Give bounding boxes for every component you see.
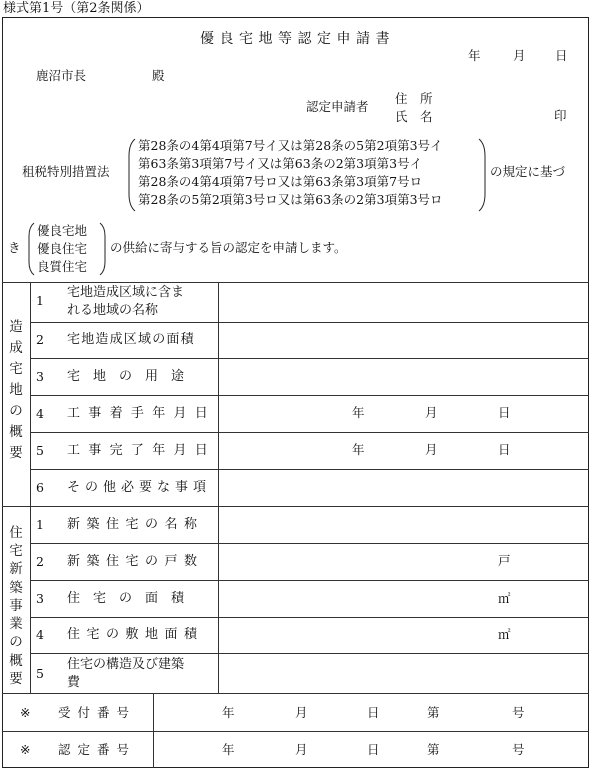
row-label: れる地域の名称 [67, 303, 159, 318]
value-field-area-size[interactable] [219, 323, 588, 357]
start-month: 月 [425, 405, 438, 420]
date-year: 年 [468, 48, 481, 63]
row-number: 3 [36, 591, 44, 606]
certification-year: 年 [222, 742, 235, 757]
form-title: 優良宅地等認定申請書 [200, 31, 395, 47]
house-type: 良質住宅 [37, 259, 88, 274]
application-text: の供給に寄与する旨の認定を申請します。 [110, 240, 347, 255]
left-brace [27, 222, 35, 276]
section-title-land: 造成宅地の概要 [9, 319, 23, 462]
reception-label: 受付番号 [58, 705, 137, 720]
certification-go: 号 [512, 742, 525, 757]
honorific: 殿 [152, 68, 165, 83]
row-number: 4 [36, 627, 44, 642]
house-type-list [37, 222, 87, 276]
law-suffix: の規定に基づ [490, 164, 566, 179]
seal-mark: 印 [554, 108, 567, 123]
addressee: 鹿沼市長 [36, 68, 87, 83]
ki-char: き [8, 240, 21, 255]
applicant-label: 認定申請者 [306, 99, 369, 114]
row-label: 住 宅 の 面 積 [67, 591, 185, 606]
reception-mark: ※ [20, 705, 31, 720]
row-label: 工事完了年月日 [67, 443, 217, 458]
value-field-housing-name[interactable] [219, 507, 588, 542]
left-brace [127, 138, 137, 212]
end-day: 日 [498, 442, 511, 457]
applicant-name-label: 氏 名 [395, 109, 433, 124]
certification-label: 認定番号 [58, 742, 137, 757]
law-clause: 第63条第3項第7号イ又は第63条の2第3項第3号イ [138, 156, 423, 171]
applicant-address-label: 住 所 [395, 91, 433, 106]
unit-units: 戸 [498, 553, 511, 568]
section-title-housing: 住宅新築事業の概要 [9, 525, 23, 687]
unit-sqm: ㎡ [498, 591, 511, 606]
row-label: 住宅の敷地面積 [67, 627, 204, 642]
date-month: 月 [513, 48, 526, 63]
row-number: 1 [36, 517, 44, 532]
row-label: 宅地造成区域に含ま [67, 285, 185, 300]
value-field-area-name[interactable] [219, 283, 588, 321]
row-number: 6 [36, 480, 44, 495]
row-number: 5 [36, 443, 44, 458]
reception-year: 年 [222, 705, 235, 720]
row-number: 4 [36, 406, 44, 421]
law-clause: 第28条の4第4項第7号ロ又は第63条第3項第7号ロ [138, 174, 423, 189]
house-type: 優良宅地 [37, 223, 88, 238]
row-number: 2 [36, 554, 44, 569]
row-label: 費 [67, 675, 81, 690]
end-year: 年 [352, 442, 365, 457]
law-clause: 第28条の5第2項第3号ロ又は第63条の2第3項第3号ロ [138, 192, 443, 207]
form-number: 様式第1号（第2条関係） [3, 1, 150, 16]
law-name: 租税特別措置法 [22, 164, 110, 179]
start-day: 日 [498, 405, 511, 420]
law-clause: 第28条の4第4項第7号イ又は第28条の5第2項第3号イ [138, 138, 443, 153]
row-label: 新築住宅の名称 [67, 517, 204, 532]
reception-go: 号 [512, 705, 525, 720]
row-number: 5 [36, 666, 44, 681]
certification-dai: 第 [427, 742, 440, 757]
end-month: 月 [425, 442, 438, 457]
row-label: 新築住宅の戸数 [67, 554, 204, 569]
value-field-structure-cost[interactable] [219, 654, 588, 692]
row-label: 宅地造成区域の面積 [67, 332, 195, 347]
right-brace [477, 138, 487, 212]
reception-day: 日 [367, 705, 380, 720]
unit-sqm: ㎡ [498, 627, 511, 642]
row-number: 1 [36, 293, 44, 308]
reception-month: 月 [295, 705, 308, 720]
date-day: 日 [555, 48, 568, 63]
right-brace [99, 222, 107, 276]
value-field-land-use[interactable] [219, 359, 588, 394]
row-label: 宅 地 の 用 途 [67, 369, 185, 384]
reception-dai: 第 [427, 705, 440, 720]
house-type: 優良住宅 [37, 241, 88, 256]
row-number: 2 [36, 332, 44, 347]
certification-mark: ※ [20, 742, 31, 757]
value-field-other[interactable] [219, 470, 588, 505]
certification-month: 月 [295, 742, 308, 757]
row-label: その他必要な事項 [67, 480, 212, 495]
row-label: 住宅の構造及び建築 [67, 657, 185, 672]
start-year: 年 [352, 405, 365, 420]
row-label: 工事着手年月日 [67, 406, 217, 421]
certification-day: 日 [367, 742, 380, 757]
row-number: 3 [36, 369, 44, 384]
law-clause-list [138, 137, 443, 209]
